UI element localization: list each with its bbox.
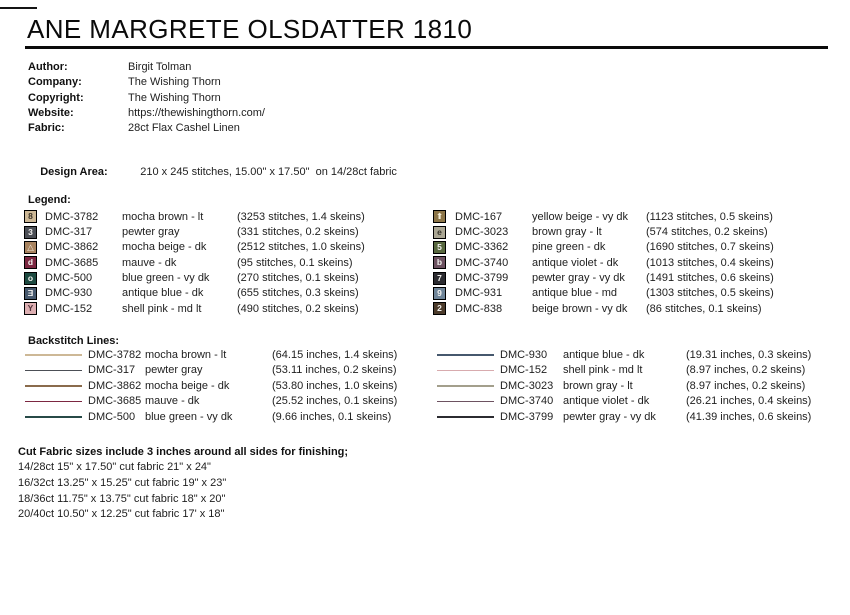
color-name-label: antique blue - dk — [563, 348, 645, 361]
meta-value: 28ct Flax Cashel Linen — [128, 122, 240, 135]
dmc-code-label: DMC-3740 — [500, 395, 554, 408]
legend-row — [433, 255, 774, 270]
stitch-symbol: 3 — [24, 226, 37, 239]
usage-stats: (1123 stitches, 0.5 skeins) — [646, 210, 773, 223]
meta-label: Copyright: — [28, 91, 84, 104]
design-area-row — [28, 150, 397, 179]
usage-stats: (53.11 inches, 0.2 skeins) — [272, 364, 397, 377]
backstitch-row — [25, 394, 397, 410]
dmc-code-label: DMC-500 — [88, 410, 136, 423]
legend-row — [433, 209, 774, 224]
legend-heading: Legend: — [28, 194, 71, 206]
dmc-code-label: DMC-3685 — [88, 395, 142, 408]
color-name-label: antique violet - dk — [563, 395, 650, 408]
dmc-code-label: DMC-930 — [500, 348, 548, 361]
usage-stats: (574 stitches, 0.2 skeins) — [646, 226, 768, 239]
backstitch-row — [437, 378, 811, 394]
dmc-code-label: DMC-167 — [455, 210, 503, 223]
dmc-code-label: DMC-152 — [500, 364, 548, 377]
legend-row — [24, 255, 365, 270]
usage-stats: (41.39 inches, 0.6 skeins) — [686, 410, 812, 423]
meta-label: Fabric: — [28, 122, 65, 135]
usage-stats: (19.31 inches, 0.3 skeins) — [686, 348, 812, 361]
color-name-label: shell pink - md lt — [122, 302, 202, 315]
usage-stats: (1303 stitches, 0.5 skeins) — [646, 287, 774, 300]
backstitch-line-swatch — [437, 385, 494, 387]
usage-stats: (86 stitches, 0.1 skeins) — [646, 302, 762, 315]
backstitch-line-swatch — [437, 401, 494, 403]
legend-row — [24, 224, 365, 239]
pattern-meta — [28, 60, 265, 136]
color-name-label: mocha brown - lt — [122, 210, 204, 223]
backstitch-line-swatch — [25, 354, 82, 356]
backstitch-line-swatch — [437, 370, 494, 372]
legend-row — [24, 301, 365, 316]
fabric-size-line: 16/32ct 13.25" x 15.25" cut fabric 19" x 23" — [18, 476, 227, 489]
usage-stats: (2512 stitches, 1.0 skeins) — [237, 241, 365, 254]
fabric-size-line: 14/28ct 15" x 17.50" cut fabric 21" x 24" — [18, 461, 211, 473]
legend-row — [24, 240, 365, 255]
stitch-symbol: Y — [24, 302, 37, 315]
meta-value: Birgit Tolman — [128, 61, 192, 73]
design-area-label: Design Area: — [40, 166, 108, 179]
usage-stats: (95 stitches, 0.1 skeins) — [237, 256, 353, 269]
stitch-symbol: 5 — [433, 241, 446, 254]
backstitch-line-swatch — [25, 401, 82, 403]
backstitch-line-swatch — [437, 416, 494, 418]
color-name-label: antique violet - dk — [532, 256, 619, 269]
stitch-symbol: Ǝ — [24, 287, 37, 300]
color-name-label: pewter gray - vy dk — [532, 272, 625, 285]
legend-row — [24, 286, 365, 301]
top-left-rule — [0, 7, 37, 9]
dmc-code-label: DMC-931 — [455, 287, 503, 300]
stitch-symbol: d — [24, 256, 37, 269]
color-name-label: brown gray - lt — [563, 379, 633, 392]
backstitch-row — [437, 363, 811, 379]
color-name-label: blue green - vy dk — [145, 410, 233, 423]
meta-label: Author: — [28, 61, 68, 73]
backstitch-row — [25, 409, 397, 425]
color-name-label: pine green - dk — [532, 241, 606, 254]
dmc-code-label: DMC-3799 — [500, 410, 554, 423]
dmc-code-label: DMC-152 — [45, 302, 93, 315]
legend-row — [433, 270, 774, 285]
usage-stats: (8.97 inches, 0.2 skeins) — [686, 364, 806, 377]
color-name-label: pewter gray — [122, 226, 180, 239]
backstitch-line-swatch — [437, 354, 494, 356]
stitch-symbol: b — [433, 256, 446, 269]
pattern-title: ANE MARGRETE OLSDATTER 1810 — [27, 14, 473, 44]
legend-row — [24, 270, 365, 285]
cut-fabric-section — [18, 446, 348, 523]
legend-row — [24, 209, 365, 224]
backstitch-row — [25, 347, 397, 363]
backstitch-heading: Backstitch Lines: — [28, 335, 120, 347]
meta-label: Company: — [28, 76, 82, 89]
usage-stats: (331 stitches, 0.2 skeins) — [237, 226, 359, 239]
backstitch-row — [437, 394, 811, 410]
meta-label: Website: — [28, 106, 74, 119]
dmc-code-label: DMC-3685 — [45, 256, 99, 269]
color-name-label: antique blue - md — [532, 287, 617, 300]
dmc-code-label: DMC-317 — [45, 226, 93, 239]
dmc-code-label: DMC-3023 — [500, 379, 554, 392]
color-name-label: shell pink - md lt — [563, 364, 643, 377]
usage-stats: (26.21 inches, 0.4 skeins) — [686, 395, 812, 408]
meta-row-website — [28, 106, 265, 121]
color-name-label: brown gray - lt — [532, 226, 602, 239]
legend-column-right — [433, 209, 774, 316]
color-name-label: mocha brown - lt — [145, 348, 227, 361]
backstitch-row — [437, 409, 811, 425]
stitch-symbol: △ — [24, 241, 37, 254]
usage-stats: (25.52 inches, 0.1 skeins) — [272, 395, 398, 408]
dmc-code-label: DMC-3782 — [88, 348, 142, 361]
dmc-code-label: DMC-3862 — [88, 379, 142, 392]
dmc-code-label: DMC-3740 — [455, 256, 509, 269]
dmc-code-label: DMC-3023 — [455, 226, 509, 239]
cut-fabric-heading: Cut Fabric sizes include 3 inches around all sides for finishing; — [18, 446, 349, 458]
backstitch-column-right — [437, 347, 811, 425]
usage-stats: (64.15 inches, 1.4 skeins) — [272, 348, 398, 361]
backstitch-row — [25, 363, 397, 379]
color-name-label: pewter gray — [145, 364, 203, 377]
meta-value: The Wishing Thorn — [128, 76, 221, 89]
backstitch-row — [25, 378, 397, 394]
stitch-symbol: 9 — [433, 287, 446, 300]
dmc-code-label: DMC-3782 — [45, 210, 99, 223]
dmc-code-label: DMC-317 — [88, 364, 136, 377]
fabric-size-line: 18/36ct 11.75" x 13.75" cut fabric 18" x 20" — [18, 492, 226, 505]
meta-row-author — [28, 60, 265, 75]
stitch-symbol: o — [24, 272, 37, 285]
meta-row-fabric — [28, 121, 265, 136]
meta-value: The Wishing Thorn — [128, 91, 221, 104]
color-name-label: pewter gray - vy dk — [563, 410, 656, 423]
usage-stats: (270 stitches, 0.1 skeins) — [237, 272, 359, 285]
color-name-label: yellow beige - vy dk — [532, 210, 628, 223]
color-name-label: mauve - dk — [122, 256, 177, 269]
usage-stats: (655 stitches, 0.3 skeins) — [237, 287, 359, 300]
legend-row — [433, 286, 774, 301]
legend-row — [433, 224, 774, 239]
usage-stats: (1013 stitches, 0.4 skeins) — [646, 256, 774, 269]
meta-row-copyright — [28, 91, 265, 106]
dmc-code-label: DMC-500 — [45, 272, 93, 285]
website-url: https://thewishingthorn.com/ — [128, 106, 265, 119]
backstitch-row — [437, 347, 811, 363]
dmc-code-label: DMC-3362 — [455, 241, 509, 254]
legend-row — [433, 301, 774, 316]
dmc-code-label: DMC-3799 — [455, 272, 509, 285]
backstitch-line-swatch — [25, 385, 82, 387]
title-rule — [25, 46, 828, 49]
color-name-label: antique blue - dk — [122, 287, 204, 300]
usage-stats: (9.66 inches, 0.1 skeins) — [272, 410, 392, 423]
legend-column-left — [24, 209, 365, 316]
color-name-label: mocha beige - dk — [145, 379, 230, 392]
stitch-symbol: ⬆ — [433, 210, 446, 223]
stitch-symbol: 2 — [433, 302, 446, 315]
color-name-label: blue green - vy dk — [122, 272, 210, 285]
usage-stats: (53.80 inches, 1.0 skeins) — [272, 379, 398, 392]
design-area-value: 210 x 245 stitches, 15.00" x 17.50" on 14/28ct fabric — [140, 166, 397, 179]
stitch-symbol: e — [433, 226, 446, 239]
meta-row-company — [28, 75, 265, 90]
usage-stats: (490 stitches, 0.2 skeins) — [237, 302, 359, 315]
backstitch-column-left — [25, 347, 397, 425]
stitch-symbol: 8 — [24, 210, 37, 223]
dmc-code-label: DMC-930 — [45, 287, 93, 300]
dmc-code-label: DMC-3862 — [45, 241, 99, 254]
color-name-label: mocha beige - dk — [122, 241, 207, 254]
usage-stats: (3253 stitches, 1.4 skeins) — [237, 210, 365, 223]
backstitch-line-swatch — [25, 370, 82, 372]
color-name-label: mauve - dk — [145, 395, 200, 408]
color-name-label: beige brown - vy dk — [532, 302, 628, 315]
fabric-size-line: 20/40ct 10.50" x 12.25" cut fabric 17' x 18" — [18, 508, 225, 521]
usage-stats: (8.97 inches, 0.2 skeins) — [686, 379, 806, 392]
dmc-code-label: DMC-838 — [455, 302, 503, 315]
legend-row — [433, 240, 774, 255]
usage-stats: (1690 stitches, 0.7 skeins) — [646, 241, 774, 254]
stitch-symbol: 7 — [433, 272, 446, 285]
backstitch-line-swatch — [25, 416, 82, 418]
usage-stats: (1491 stitches, 0.6 skeins) — [646, 272, 774, 285]
